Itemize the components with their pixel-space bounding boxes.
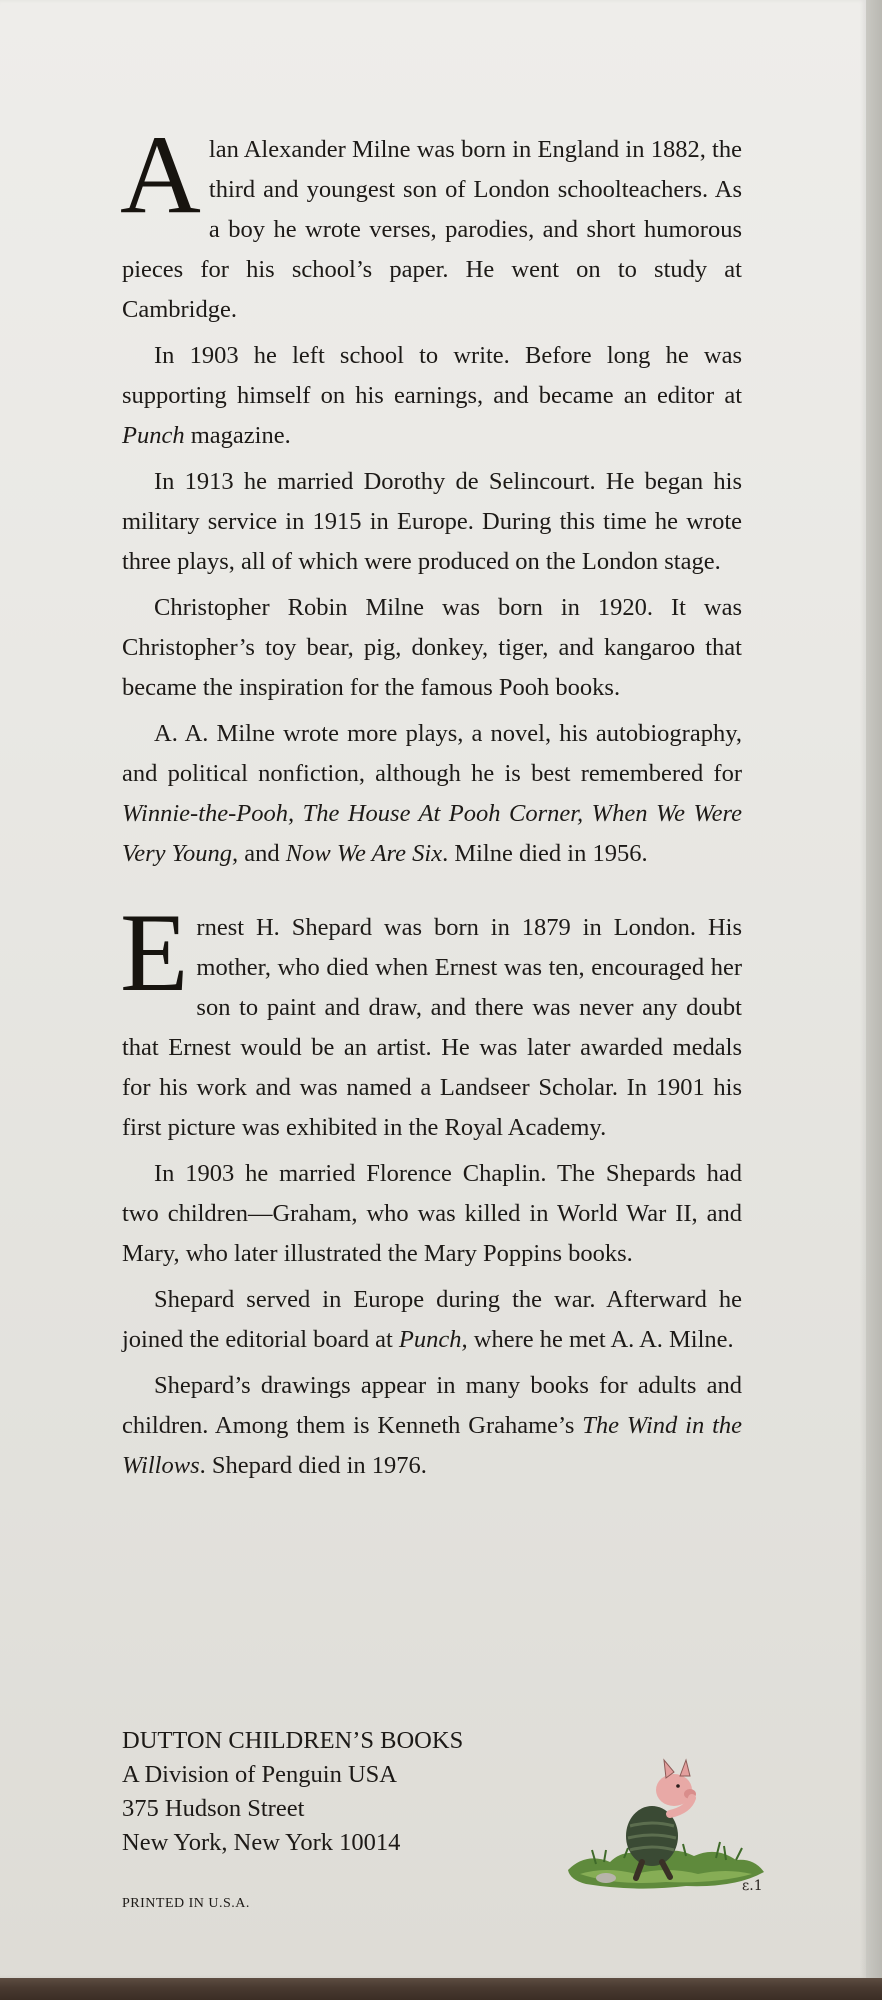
piglet-eye bbox=[676, 1784, 680, 1788]
milne-paragraph-2: In 1903 he left school to write. Before long he was supporting himself on his earnings, and became an editor at Punch magazine. bbox=[122, 342, 742, 449]
milne-biography bbox=[120, 113, 742, 874]
shepard-paragraph-4: Shepard’s drawings appear in many books for adults and children. Among them is Kenneth Grahame’s The Wind in the Willows. Shepard died in 1976. bbox=[122, 1372, 742, 1479]
artist-signature: ε.1 bbox=[742, 1878, 763, 1894]
punch-title: Punch, bbox=[398, 1326, 468, 1353]
stone bbox=[596, 1873, 616, 1883]
milne-paragraph-3: In 1913 he married Dorothy de Selincourt. He began his military service in 1915 in Europe. During this time he wrote three plays, all of which were produced on the London stage. bbox=[122, 468, 742, 575]
milne-paragraph-1: Alan Alexander Milne was born in England in 1882, the third and youngest son of London schoolteachers. As a boy he wrote verses, parodies, and short humorous pieces for his school’s paper. He went on to study at Cambridge. bbox=[120, 113, 742, 323]
page-edge-bottom bbox=[0, 1978, 882, 2000]
book-title-now-we-are-six: Now We Are Six bbox=[285, 840, 443, 867]
publisher-address bbox=[122, 1724, 463, 1860]
milne-paragraph-5: A. A. Milne wrote more plays, a novel, his autobiography, and political nonfiction, although he is best remembered for Winnie-the-Pooh, The House At Pooh Corner, When We Were Very Young, and Now We Are Six. Milne died in 1956. bbox=[122, 720, 742, 867]
publisher-street: 375 Hudson Street bbox=[122, 1795, 305, 1822]
printed-in-usa: PRINTED IN U.S.A. bbox=[122, 1896, 250, 1911]
book-titles: Winnie-the-Pooh, The House At Pooh Corner, When We Were Very Young, bbox=[122, 800, 742, 867]
publisher-city: New York, New York 10014 bbox=[122, 1829, 401, 1856]
shepard-paragraph-2: In 1903 he married Florence Chaplin. The Shepards had two children—Graham, who was killed in World War II, and Mary, who later illustrated the Mary Poppins books. bbox=[122, 1160, 742, 1267]
shepard-paragraph-3: Shepard served in Europe during the war. Afterward he joined the editorial board at Punch, where he met A. A. Milne. bbox=[122, 1286, 742, 1353]
milne-paragraph-4: Christopher Robin Milne was born in 1920. It was Christopher’s toy bear, pig, donkey, tiger, and kangaroo that became the inspiration for the famous Pooh books. bbox=[122, 594, 742, 701]
publisher-division: A Division of Penguin USA bbox=[122, 1761, 397, 1788]
publisher-name: DUTTON CHILDREN’S BOOKS bbox=[122, 1727, 464, 1754]
biography-text bbox=[120, 113, 742, 1486]
shepard-dropcap: E bbox=[120, 891, 189, 1015]
shepard-paragraph-1: Ernest H. Shepard was born in 1879 in London. His mother, who died when Ernest was ten, encouraged her son to paint and draw, and there was never any doubt that Ernest would be an artist. He was later awarded medals for his work and was named a Landseer Scholar. In 1901 his first picture was exhibited in the Royal Academy. bbox=[120, 891, 742, 1141]
milne-dropcap: A bbox=[120, 113, 201, 237]
piglet-illustration-icon bbox=[566, 1754, 770, 1900]
punch-title: Punch bbox=[122, 422, 185, 449]
page-edge-right bbox=[866, 0, 882, 1980]
shepard-biography bbox=[120, 891, 742, 1486]
wind-in-the-willows-title: The Wind in the Willows bbox=[122, 1412, 742, 1479]
